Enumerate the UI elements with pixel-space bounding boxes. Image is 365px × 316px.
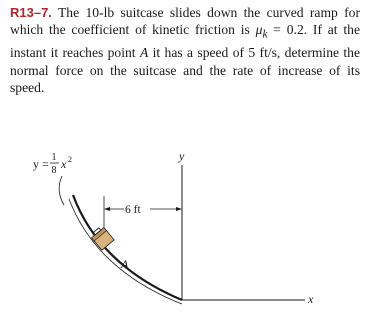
mu-symbol: μ: [255, 22, 263, 38]
point-name: A: [139, 45, 149, 61]
equation-variable: x: [61, 157, 67, 171]
dimension-arrow-left: [104, 207, 110, 211]
statement-part-3: it has a speed of 5 ft/s, determine the normal force on the suitcase and the rate of increase of its speed.: [10, 45, 360, 95]
equation-exponent: 2: [68, 155, 72, 164]
y-axis-label: y: [179, 149, 185, 163]
x-axis-label: x: [308, 292, 314, 306]
statement-part-1: The 10-lb suitcase slides down the curved ramp for which the coefficient of kinetic friction is: [10, 5, 360, 38]
equation-leader-line: [59, 176, 64, 205]
dimension-arrow-right: [176, 207, 182, 211]
statement-part-2: = 0.2. If at the instant it reaches point: [10, 22, 360, 61]
equation-lhs: y =: [33, 157, 49, 171]
dimension-label: 6 ft: [125, 204, 141, 216]
fraction-denominator: 8: [51, 165, 57, 176]
point-label: A: [121, 257, 129, 271]
suitcase: [90, 225, 114, 250]
fraction-numerator: 1: [51, 152, 57, 163]
mu-subscript: k: [262, 29, 268, 42]
problem-number: R13–7.: [10, 5, 52, 20]
